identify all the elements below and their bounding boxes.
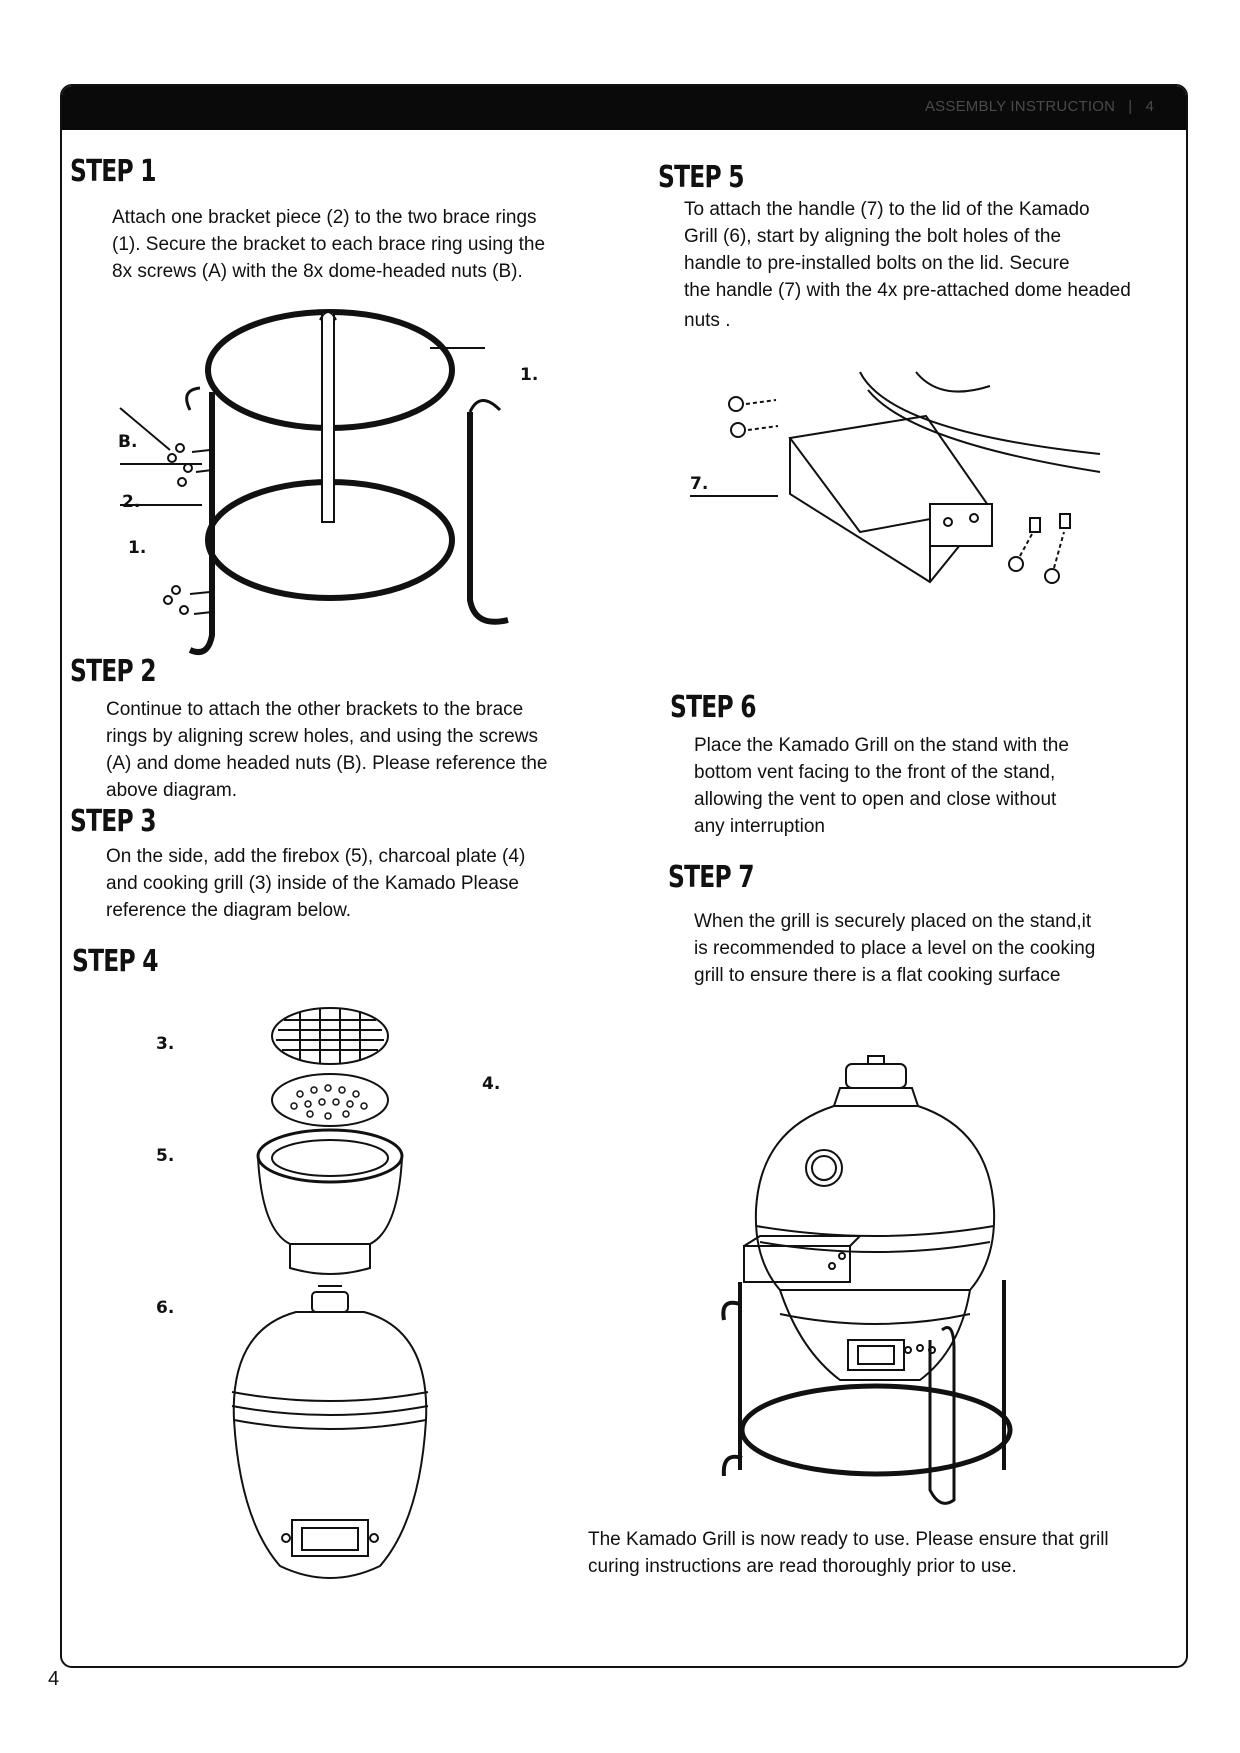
- step-6-line: Place the Kamado Grill on the stand with the: [694, 735, 1069, 756]
- callout-brace-ring-top: 1.: [520, 365, 539, 385]
- step-3-line: and cooking grill (3) inside of the Kamado Please: [106, 873, 519, 894]
- callout-cooking-grill-3: 3.: [156, 1034, 175, 1054]
- header-page-number: 4: [1145, 98, 1154, 115]
- step-6-title: STEP 6: [670, 690, 756, 725]
- step-4-title: STEP 4: [72, 944, 158, 979]
- step-5-line: To attach the handle (7) to the lid of the Kamado: [684, 199, 1090, 220]
- stand-diagram: [110, 300, 530, 680]
- exploded-grill-diagram: [220, 1000, 460, 1600]
- header-bar: [62, 86, 1186, 130]
- step-6-text: [694, 732, 1069, 840]
- step-5-line: the handle (7) with the 4x pre-attached dome headed: [684, 280, 1131, 301]
- step-1-line: Attach one bracket piece (2) to the two brace rings: [112, 207, 537, 228]
- step-5-line: nuts .: [684, 310, 731, 331]
- step-3-title: STEP 3: [70, 804, 156, 839]
- step-5-title: STEP 5: [658, 160, 744, 195]
- step-2-title: STEP 2: [70, 654, 156, 689]
- step-1-line: 8x screws (A) with the 8x dome-headed nuts (B).: [112, 261, 523, 282]
- callout-bracket-2: 2.: [122, 492, 141, 512]
- step-2-line: Continue to attach the other brackets to the brace: [106, 699, 524, 720]
- step-3-text: [106, 843, 525, 924]
- step-5-text: [684, 196, 1131, 334]
- callout-firebox-5: 5.: [156, 1146, 175, 1166]
- callout-brace-ring-bottom: 1.: [128, 538, 147, 558]
- header-separator: |: [1128, 98, 1133, 115]
- step-2-line: rings by aligning screw holes, and using the screws: [106, 726, 538, 747]
- callout-kamado-body-6: 6.: [156, 1298, 175, 1318]
- step-2-line: above diagram.: [106, 780, 237, 801]
- section-label: ASSEMBLY INSTRUCTION: [924, 98, 1116, 115]
- footer-page-number: 4: [48, 1668, 60, 1690]
- step-7-line: is recommended to place a level on the cooking: [694, 938, 1096, 959]
- step-2-text: [106, 696, 547, 804]
- callout-handle-7: 7.: [690, 474, 709, 494]
- step-2-line: (A) and dome headed nuts (B). Please reference the: [106, 753, 548, 774]
- step-3-line: On the side, add the firebox (5), charcoal plate (4): [106, 846, 526, 867]
- step-7-line: When the grill is securely placed on the stand,it: [694, 911, 1092, 932]
- step-1-title: STEP 1: [70, 154, 156, 189]
- assembled-grill-diagram: [720, 1050, 1020, 1520]
- step-6-line: any interruption: [694, 816, 825, 837]
- step-1-line: (1). Secure the bracket to each brace ring using the: [112, 234, 546, 255]
- step-7-title: STEP 7: [668, 860, 754, 895]
- step-6-line: allowing the vent to open and close without: [694, 789, 1057, 810]
- step-5-line: Grill (6), start by aligning the bolt holes of the: [684, 226, 1062, 247]
- callout-charcoal-plate-4: 4.: [482, 1074, 501, 1094]
- step-3-line: reference the diagram below.: [106, 900, 352, 921]
- step-1-text: [112, 204, 545, 285]
- step-6-line: bottom vent facing to the front of the stand,: [694, 762, 1056, 783]
- closing-line: curing instructions are read thoroughly prior to use.: [588, 1556, 1017, 1577]
- header-label: [925, 98, 1154, 115]
- closing-line: The Kamado Grill is now ready to use. Please ensure that grill: [588, 1529, 1109, 1550]
- closing-text: [588, 1526, 1109, 1580]
- callout-nut-b: B.: [118, 432, 138, 452]
- handle-diagram: [690, 372, 1110, 602]
- step-5-line: handle to pre-installed bolts on the lid. Secure: [684, 253, 1070, 274]
- step-7-text: [694, 908, 1095, 989]
- step-7-line: grill to ensure there is a flat cooking surface: [694, 965, 1061, 986]
